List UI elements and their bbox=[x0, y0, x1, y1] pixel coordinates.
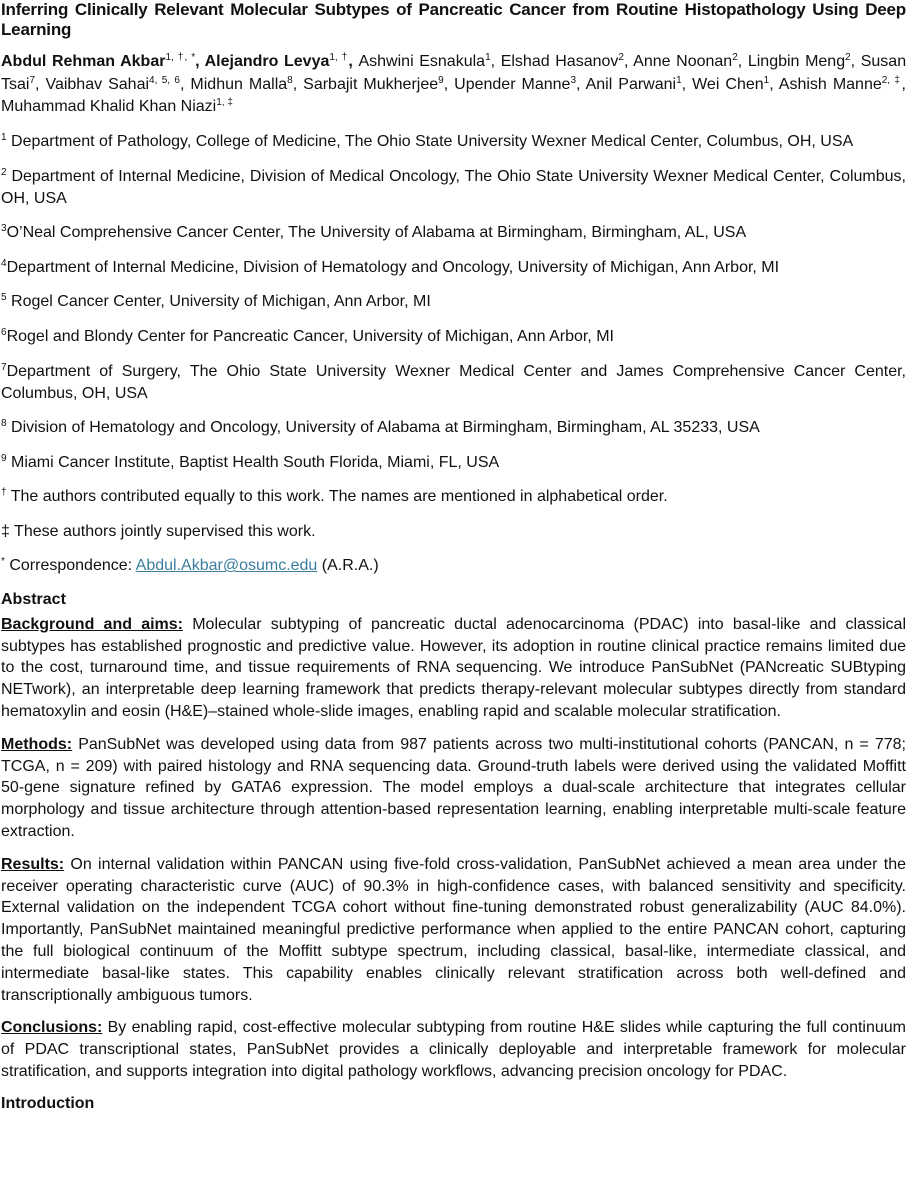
equal-contribution-note bbox=[1, 486, 906, 508]
affiliation bbox=[1, 326, 906, 348]
paper-title: Inferring Clinically Relevant Molecular Subtypes of Pancreatic Cancer from Routine Histopathology Using Deep Learning bbox=[1, 0, 906, 39]
abstract-section-text: Molecular subtyping of pancreatic ductal adenocarcinoma (PDAC) into basal-like and classical subtypes has established prognostic and predictive value. However, its adoption in routine clinical practice remains limited due to the cost, turnaround time, and tissue requirements of RNA sequencing. We introduce PanSubNet (PANcreatic SUBtyping NETwork), an interpretable deep learning framework that predicts therapy-relevant molecular subtypes directly from standard hematoxylin and eosin (H&E)–stained whole-slide images, enabling rapid and scalable molecular stratification. bbox=[1, 615, 906, 720]
author-name: Upender Manne bbox=[454, 75, 571, 93]
author-name: Anil Parwani bbox=[585, 75, 677, 93]
author: Upender Manne$^3$, bbox=[454, 74, 586, 93]
affiliation-text: Department of Internal Medicine, Division of Medical Oncology, The Ohio State University Wexner Medical Center, Columbus, OH, USA bbox=[1, 167, 906, 207]
abstract-section bbox=[1, 1017, 906, 1082]
abstract bbox=[1, 589, 906, 1083]
asterisk-mark: * bbox=[1, 556, 5, 568]
abstract-heading: Abstract bbox=[1, 591, 66, 609]
author: Alejandro Levya$^{1, \dagger}$, bbox=[204, 52, 359, 70]
author-name: Lingbin Meng bbox=[747, 53, 846, 70]
author-affiliation-marks: 1, ‡ bbox=[216, 97, 233, 108]
author-name: Muhammad Khalid Khan Niazi bbox=[1, 98, 217, 115]
affiliation-text: Department of Internal Medicine, Division of Hematology and Oncology, University of Michigan, Ann Arbor, MI bbox=[6, 258, 780, 276]
joint-supervision-note: ‡ These authors jointly supervised this work. bbox=[1, 522, 316, 540]
affiliation-list bbox=[1, 131, 906, 474]
affiliation-text: Rogel Cancer Center, University of Michigan, Ann Arbor, MI bbox=[6, 293, 431, 311]
author-name: Anne Noonan bbox=[633, 53, 733, 70]
author-name: Ashwini Esnakula bbox=[358, 53, 486, 70]
affiliation-number: 9 bbox=[1, 452, 7, 464]
affiliation-number: 3 bbox=[1, 223, 7, 235]
affiliation-number: 4 bbox=[1, 257, 7, 269]
author: Abdul Rehman Akbar$^{1, \dagger, *}$, bbox=[1, 52, 205, 70]
author-affiliation-marks: 2, ‡ bbox=[881, 74, 902, 86]
author: Ashish Manne$^{2, \ddagger}$, bbox=[778, 74, 906, 93]
abstract-section-text: On internal validation within PANCAN using five-fold cross-validation, PanSubNet achieved a mean area under the receiver operating characteristic curve (AUC) of 90.3% in high-confidence cases, with balanced sensitivity and specificity. External validation on the independent TCGA cohort without fine-tuning demonstrated robust generalizability (AUC 84.0%). Importantly, PanSubNet maintained meaningful predictive performance when applied to the entire PANCAN cohort, capturing the full biological continuum of the Moffitt subtype spectrum, including classical, basal-like, intermediate classical, and intermediate basal-like states. This capability enables clinically relevant stratification across both well-defined and transcriptionally ambiguous tumors. bbox=[1, 855, 906, 1004]
affiliation bbox=[1, 291, 906, 313]
abstract-section-label: Methods: bbox=[1, 735, 73, 753]
abstract-section-text: PanSubNet was developed using data from 987 patients across two multi-institutional cohorts (PANCAN, n = 778; TCGA, n = 209) with paired histology and RNA sequencing data. Ground-truth labels were derived using the validated Moffitt 50-gene signature refined by GATA6 expression. The model employs a dual-scale architecture that integrates cellular morphology and tissue architecture through attention-based representation learning, enabling interpretable multi-scale feature extraction. bbox=[1, 735, 906, 840]
author-affiliation-marks: 2 bbox=[618, 52, 624, 63]
author: Vaibhav Sahai$^{4, 5, 6}$, bbox=[45, 74, 191, 93]
author-affiliation-marks: 9 bbox=[438, 74, 444, 86]
author-affiliation-marks: 1, †, * bbox=[165, 52, 196, 63]
affiliation-number: 7 bbox=[1, 361, 7, 373]
abstract-section-label: Conclusions: bbox=[1, 1019, 103, 1037]
affiliation bbox=[1, 166, 906, 210]
abstract-section-label: Background and aims: bbox=[1, 615, 184, 633]
affiliation-text: Division of Hematology and Oncology, University of Alabama at Birmingham, Birmingham, AL 35233, USA bbox=[6, 419, 760, 437]
author: Lingbin Meng$^2$, bbox=[747, 52, 861, 70]
correspondence-label: Correspondence: bbox=[4, 557, 136, 575]
correspondence-note bbox=[1, 555, 906, 577]
author-name: Midhun Malla bbox=[190, 75, 288, 93]
affiliation bbox=[1, 222, 906, 244]
abstract-section bbox=[1, 854, 906, 1007]
affiliation-number: 2 bbox=[1, 166, 7, 178]
affiliation-text: Rogel and Blondy Center for Pancreatic Cancer, University of Michigan, Ann Arbor, MI bbox=[6, 328, 614, 346]
author: Elshad Hasanov$^2$, bbox=[500, 52, 634, 70]
affiliation-number: 1 bbox=[1, 132, 7, 144]
affiliation-number: 8 bbox=[1, 418, 7, 430]
author-affiliation-marks: 1, † bbox=[329, 52, 349, 63]
author-affiliation-marks: 1 bbox=[763, 74, 770, 86]
author: Anil Parwani$^1$, bbox=[585, 74, 693, 93]
affiliation bbox=[1, 131, 906, 153]
author-affiliation-marks: 8 bbox=[287, 74, 293, 86]
author-name: Wei Chen bbox=[692, 75, 764, 93]
author-name: Vaibhav Sahai bbox=[45, 75, 150, 93]
affiliation-number: 6 bbox=[1, 327, 7, 339]
author-affiliation-marks: 2 bbox=[732, 52, 738, 63]
author-affiliation-marks: 3 bbox=[570, 74, 577, 86]
author-name: Susan Tsai bbox=[1, 53, 907, 93]
correspondence-initials: (A.R.A.) bbox=[317, 557, 379, 575]
note-text: The authors contributed equally to this work. The names are mentioned in alphabetical order. bbox=[6, 488, 668, 506]
author-name: Alejandro Levya bbox=[204, 53, 330, 70]
author: Wei Chen$^1$, bbox=[692, 74, 779, 93]
author-affiliation-marks: 1 bbox=[485, 52, 491, 63]
author-name: Elshad Hasanov bbox=[500, 53, 619, 70]
affiliation bbox=[1, 417, 906, 439]
affiliation-number: 5 bbox=[1, 292, 7, 304]
author-name: Sarbajit Mukherjee bbox=[303, 75, 439, 93]
author bbox=[1, 98, 233, 115]
author: Midhun Malla$^8$, bbox=[190, 74, 304, 93]
correspondence-email-link[interactable]: Abdul.Akbar@osumc.edu bbox=[135, 557, 318, 575]
affiliation-text: Miami Cancer Institute, Baptist Health South Florida, Miami, FL, USA bbox=[6, 453, 500, 471]
affiliation bbox=[1, 452, 906, 474]
author-affiliation-marks: 4, 5, 6 bbox=[149, 74, 180, 86]
abstract-section-text: By enabling rapid, cost-effective molecular subtyping from routine H&E slides while capturing the full continuum of PDAC transcriptional states, PanSubNet provides a clinically deployable and interpretable framework for molecular stratification, and supports integration into digital pathology workflows, advancing precision oncology for PDAC. bbox=[1, 1019, 906, 1080]
affiliation-text: Department of Pathology, College of Medicine, The Ohio State University Wexner Medical Center, Columbus, OH, USA bbox=[6, 133, 854, 151]
author-list bbox=[1, 51, 906, 119]
author-affiliation-marks: 2 bbox=[845, 52, 851, 63]
author-name: Abdul Rehman Akbar bbox=[1, 53, 166, 70]
abstract-section-label: Results: bbox=[1, 855, 65, 873]
affiliation-text: Department of Surgery, The Ohio State University Wexner Medical Center and James Comprehensive Cancer Center, Columbus, OH, USA bbox=[1, 362, 906, 402]
author: Susan Tsai$^7$, bbox=[1, 53, 907, 93]
author: Sarbajit Mukherjee$^9$, bbox=[303, 74, 455, 93]
affiliation bbox=[1, 361, 906, 405]
author-affiliation-marks: 1 bbox=[676, 74, 682, 86]
author: Anne Noonan$^2$, bbox=[633, 52, 748, 70]
author-affiliation-marks: 7 bbox=[29, 74, 36, 86]
affiliation-text: O’Neal Comprehensive Cancer Center, The University of Alabama at Birmingham, Birmingham, AL, USA bbox=[6, 224, 747, 242]
abstract-section bbox=[1, 734, 906, 843]
author-name: Ashish Manne bbox=[778, 75, 882, 93]
introduction-heading: Introduction bbox=[1, 1094, 95, 1112]
abstract-section bbox=[1, 614, 906, 723]
dagger-mark: † bbox=[1, 487, 7, 499]
author: Ashwini Esnakula$^1$, bbox=[358, 52, 501, 70]
affiliation bbox=[1, 257, 906, 279]
